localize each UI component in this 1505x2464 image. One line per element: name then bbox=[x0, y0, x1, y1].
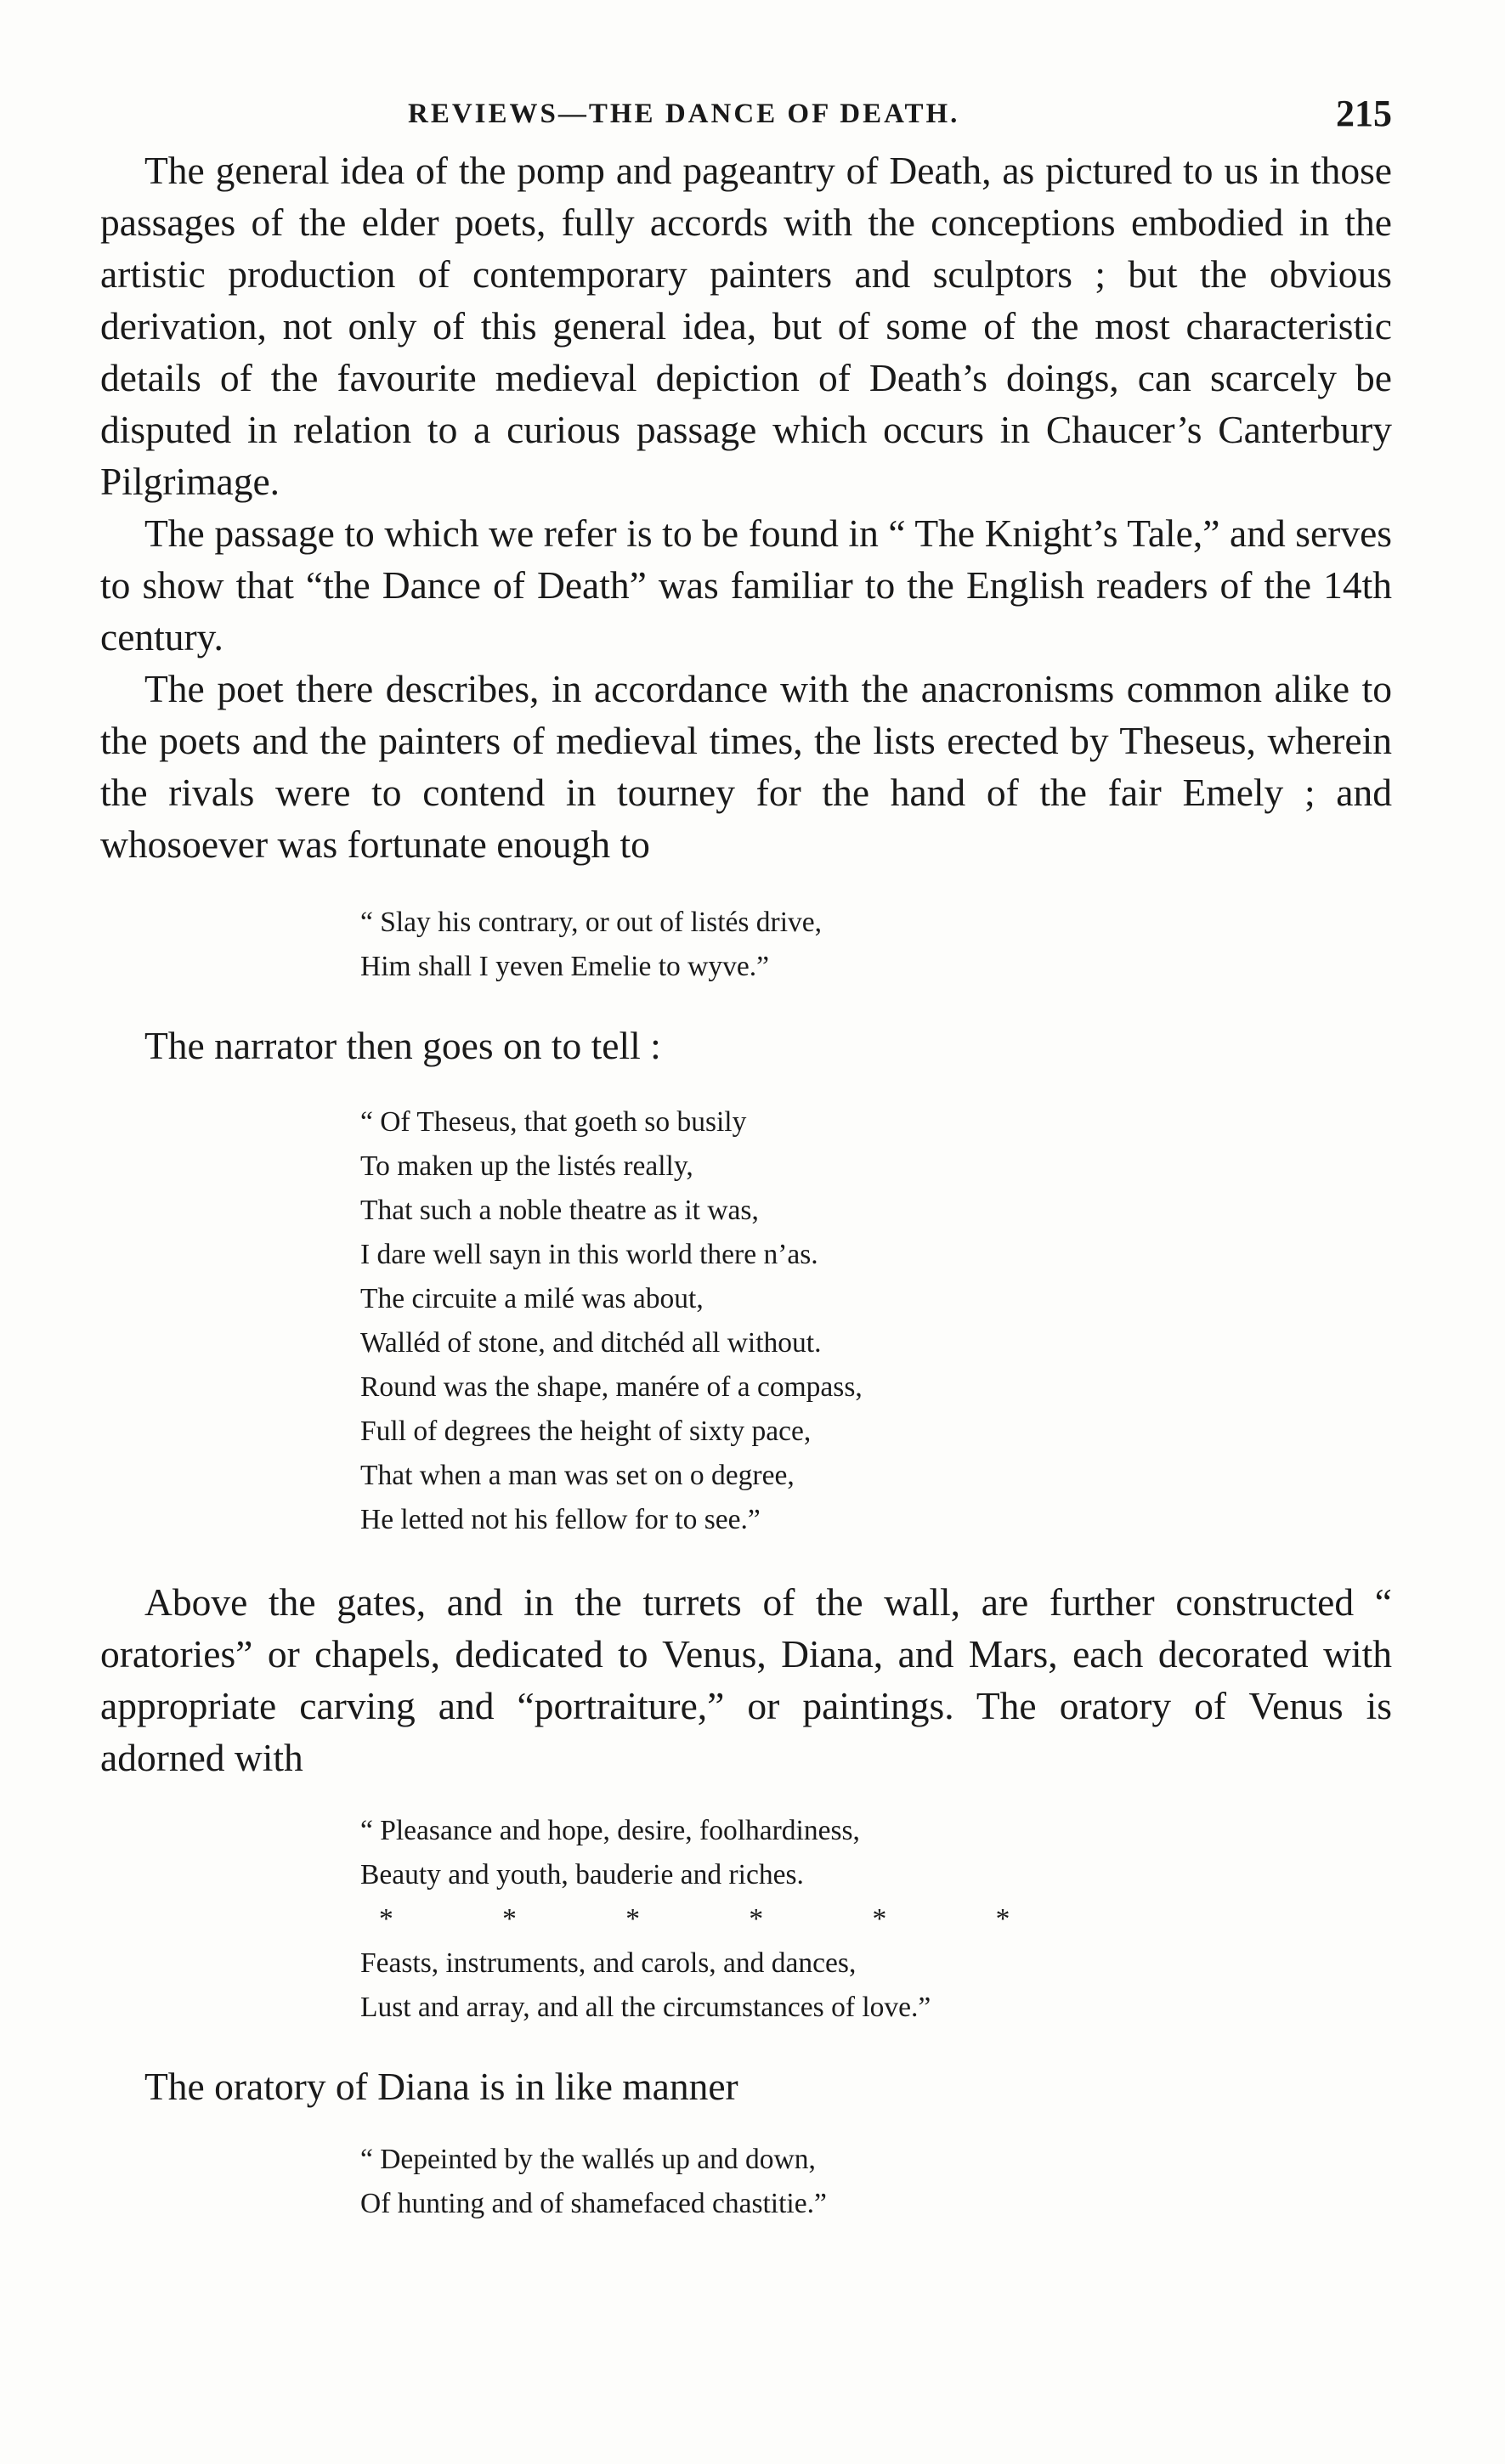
ellipsis-stars: * * * * * * bbox=[379, 1903, 1061, 1935]
paragraph-1: The general idea of the pomp and pageantry of Death, as pictured to us in those passages of the elder poets, fully accords with the conceptions embodied in the artistic production of contemporary painters and sculptors ; but the obvious derivation, not only of this general idea, but of some of the most characteristic details of the favourite medieval depiction of Death’s doings, can scarcely be disputed in relation to a curious passage which occurs in Chaucer’s Canterbury Pilgrimage. bbox=[100, 149, 1392, 503]
verse-line: “ Slay his contrary, or out of listés drive, bbox=[360, 907, 823, 938]
verse-line: To maken up the listés really, bbox=[360, 1150, 693, 1182]
verse-line: That when a man was set on o degree, bbox=[360, 1460, 795, 1491]
verse-line: Full of degrees the height of sixty pace, bbox=[360, 1416, 812, 1447]
running-head bbox=[100, 92, 1392, 143]
verse-line: Feasts, instruments, and carols, and dances, bbox=[360, 1947, 857, 1979]
paragraph-2: The passage to which we refer is to be found in “ The Knight’s Tale,” and serves to show that “the Dance of Death” was familiar to the English readers of the 14th century. bbox=[100, 511, 1392, 658]
page-number: 215 bbox=[1336, 93, 1392, 134]
book-page bbox=[100, 92, 1392, 2226]
paragraph-6: The oratory of Diana is in like manner bbox=[144, 2065, 738, 2108]
verse-line: “ Depeinted by the wallés up and down, bbox=[360, 2144, 816, 2175]
paragraph-3: The poet there describes, in accordance with the anacronisms common alike to the poets and the painters of medieval times, the lists erected by Theseus, wherein the rivals were to contend in tourney for the hand of the fair Emely ; and whosoever was fortunate enough to bbox=[100, 667, 1392, 866]
verse-quote-1 bbox=[360, 901, 1392, 989]
verse-quote-3 bbox=[360, 1809, 1392, 2030]
verse-line: Of hunting and of shamefaced chastitie.” bbox=[360, 2188, 827, 2219]
verse-line: Beauty and youth, bauderie and riches. bbox=[360, 1859, 804, 1890]
verse-line: Him shall I yeven Emelie to wyve.” bbox=[360, 951, 769, 982]
verse-quote-4 bbox=[360, 2138, 1392, 2226]
paragraph-5: Above the gates, and in the turrets of the wall, are further constructed “ oratories” or chapels, dedicated to Venus, Diana, and Mars, each decorated with appropriate carving and “portraiture,” or paintings. The oratory of Venus is adorned with bbox=[100, 1580, 1392, 1779]
verse-quote-2 bbox=[360, 1100, 1392, 1542]
paragraph-4: The narrator then goes on to tell : bbox=[144, 1024, 661, 1067]
verse-line: “ Pleasance and hope, desire, foolhardiness, bbox=[360, 1815, 860, 1846]
verse-line: He letted not his fellow for to see.” bbox=[360, 1504, 761, 1535]
verse-line: Round was the shape, manére of a compass, bbox=[360, 1371, 863, 1403]
verse-line: Lust and array, and all the circumstances of love.” bbox=[360, 1992, 931, 2023]
running-title: REVIEWS—THE DANCE OF DEATH. bbox=[408, 99, 960, 129]
verse-line: The circuite a milé was about, bbox=[360, 1283, 704, 1314]
verse-line: “ Of Theseus, that goeth so busily bbox=[360, 1106, 747, 1138]
verse-line: That such a noble theatre as it was, bbox=[360, 1195, 759, 1226]
verse-line: Walléd of stone, and ditchéd all without. bbox=[360, 1327, 822, 1359]
verse-line: I dare well sayn in this world there n’as. bbox=[360, 1239, 818, 1270]
